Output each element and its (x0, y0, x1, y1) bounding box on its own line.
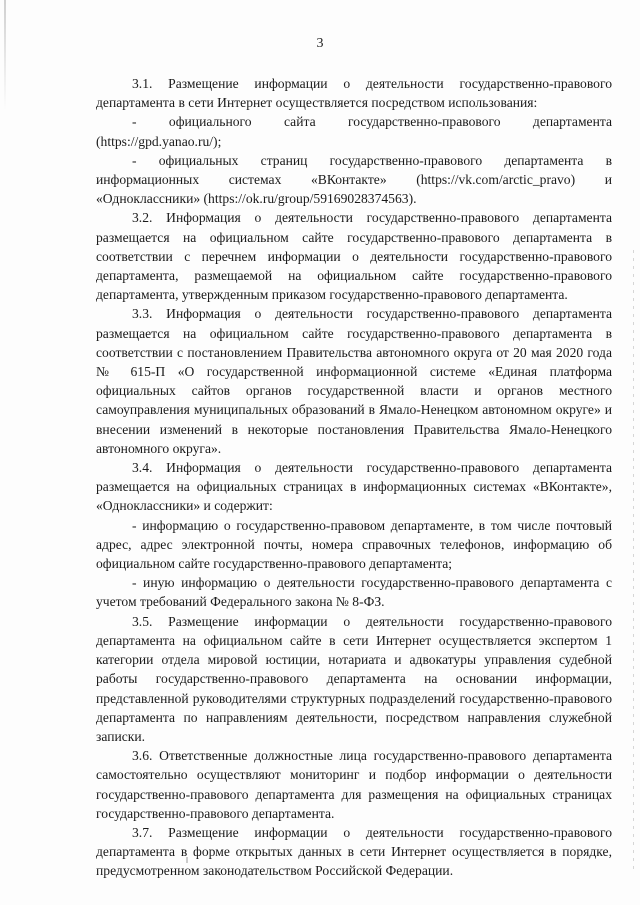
list-item-official-pages: - официальных страниц государственно-правового департамента в информационных системах «ВКонтакте» (https://vk.com/arctic_pravo) и «Одноклассники» (https://ok.ru/group/59169028374563). (96, 152, 612, 207)
paragraph-3-5: 3.5. Размещение информации о деятельности государственно-правового департамента на официальном сайте в сети Интернет осуществляется экспертом 1 категории отдела мировой юстиции, нотариата и адвокатуры управления судебной работы государственно-правового департамента на основании информации, представленной руководителями структурных подразделений государственно-правового департамента по направлениям деятельности, посредством направления служебной записки. (96, 613, 612, 744)
page-number: 3 (316, 36, 324, 51)
paragraph-3-2: 3.2. Информация о деятельности государственно-правового департамента размещается на официальном сайте государственно-правового департамента в соответствии с перечнем информации о деятельности государственно-правового департамента, размещаемой на официальном сайте государственно-правового департамента, утвержденным приказом государственно-правового департамента. (96, 210, 612, 303)
list-item-official-site: - официального сайта государственно-правового департамента (https://gpd.yanao.ru/); (96, 114, 612, 149)
list-item-other-info: - иную информацию о деятельности государственно-правового департамента с учетом требований Федерального закона № 8-ФЗ. (96, 575, 612, 610)
paragraph-3-4: 3.4. Информация о деятельности государственно-правового департамента размещается на официальных страницах в информационных системах «ВКонтакте», «Одноклассники» и содержит: (96, 460, 612, 514)
scan-margin-artifact (633, 250, 634, 870)
paragraph-3-7: 3.7. Размещение информации о деятельности государственно-правового департамента в форме открытых данных в сети Интернет осуществляется в порядке, предусмотренном законодательством Российской Федерации. (96, 824, 612, 879)
paragraph-3-3: 3.3. Информация о деятельности государственно-правового департамента размещается на официальном сайте государственно-правового департамента в соответствии с постановлением Правительства автономного округа от 20 мая 2020 года № 615-П «О государственной информационной системе «Единая платформа официальных сайтов органов государственной власти и органов местного самоуправления муниципальных образований в Ямало-Ненецком автономном округе» и внесении изменений в некоторые постановления Правительства Ямало-Ненецкого автономного округа». (96, 306, 612, 456)
paragraph-3-1: 3.1. Размещение информации о деятельности государственно-правового департамента в сети Интернет осуществляется посредством использования: (96, 76, 612, 111)
list-item-department-info: - информацию о государственно-правовом департаменте, в том числе почтовый адрес, адрес электронной почты, номера справочных телефонов, информацию об официальном сайте государственно-правового департамента; (96, 517, 612, 572)
paragraph-3-6: 3.6. Ответственные должностные лица государственно-правового департамента самостоятельно осуществляют мониторинг и подбор информации о деятельности государственно-правового департамента для размещения на официальных страницах государственно-правового департамента. (96, 748, 612, 821)
scan-edge-shadow (4, 0, 6, 110)
document-body (96, 74, 612, 881)
